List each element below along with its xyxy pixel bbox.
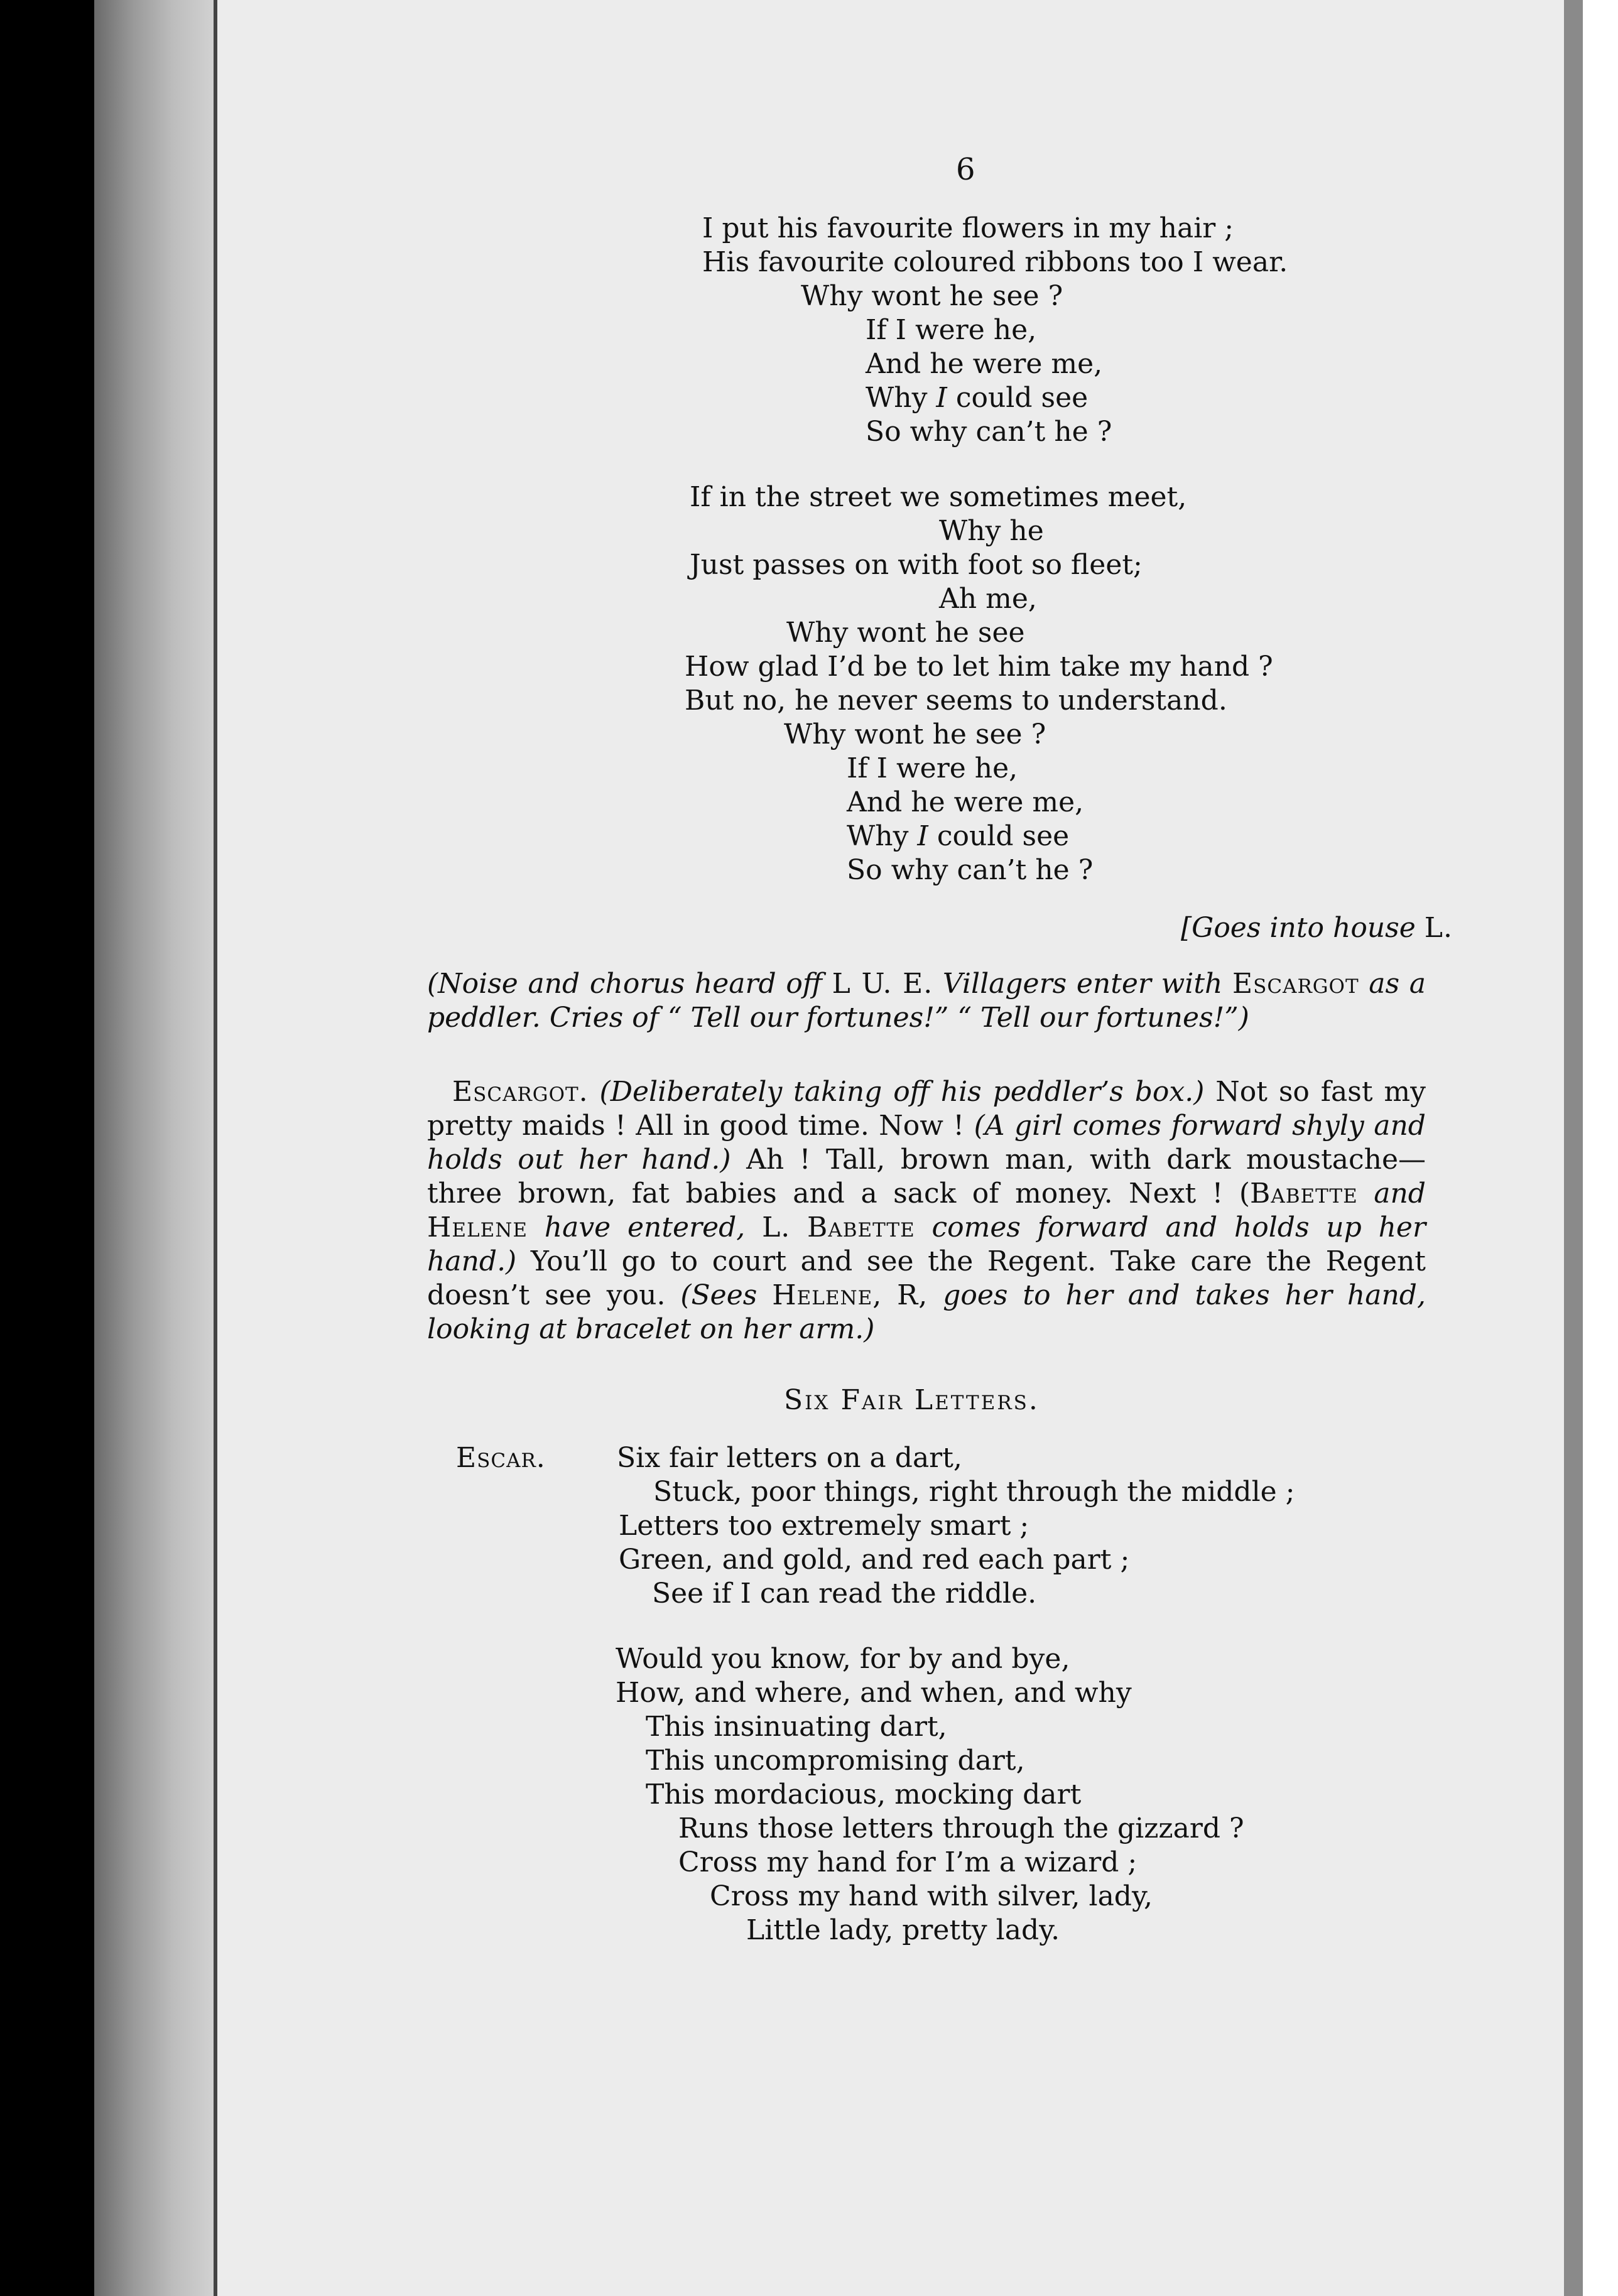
- direction-text: Villagers enter with: [942, 968, 1223, 1000]
- speaker-name: Escar.: [456, 1442, 546, 1474]
- direction-text: (Sees: [680, 1279, 757, 1311]
- song-title: Six Fair Letters.: [784, 1384, 1040, 1416]
- stage-direction-block: [427, 967, 1426, 1035]
- page-number: 6: [956, 152, 975, 187]
- verse-line: This uncompromising dart,: [646, 1745, 1025, 1777]
- verse-line: Why he: [939, 515, 1044, 547]
- stage-direction-side: L.: [1424, 912, 1453, 944]
- direction-text: have entered,: [544, 1211, 746, 1243]
- direction-text: and: [1374, 1178, 1426, 1210]
- direction-text: Cries of “ Tell our fortunes!” “ Tell our fortunes!”): [549, 1002, 1249, 1034]
- direction-text: goes to her and takes her hand, looking at bracelet on her arm.): [427, 1279, 1426, 1345]
- paren: (: [1239, 1178, 1251, 1210]
- verse-word: Why: [847, 820, 909, 852]
- verse-word-italic: I: [917, 820, 928, 852]
- verse-line: How glad I’d be to let him take my hand ?: [685, 651, 1273, 683]
- verse-line: And he were me,: [866, 348, 1103, 380]
- character-name: Babette: [1250, 1178, 1358, 1210]
- direction-text: (A girl comes forward shyly and holds out her hand.): [427, 1110, 1426, 1176]
- character-name: Helene,: [772, 1279, 882, 1311]
- verse-line: Cross my hand for I’m a wizard ;: [678, 1846, 1137, 1878]
- character-name: Helene: [427, 1211, 528, 1243]
- verse-line: Runs those letters through the gizzard ?: [678, 1812, 1244, 1844]
- speaker-name: Escargot.: [452, 1076, 589, 1108]
- direction-side: R,: [897, 1279, 928, 1311]
- verse-word: could see: [955, 382, 1089, 414]
- verse-line: Little lady, pretty lady.: [746, 1914, 1060, 1946]
- verse-line: Why wont he see ?: [801, 280, 1063, 312]
- stage-direction: [1181, 912, 1453, 945]
- verse-line: Letters too extremely smart ;: [619, 1510, 1029, 1542]
- direction-side: L.: [762, 1211, 791, 1243]
- verse-line: Green, and gold, and red each part ;: [619, 1544, 1130, 1576]
- dialogue-text: Not so fast my pretty maids ! All in good time. Now !: [427, 1076, 1426, 1142]
- book-spine: [1564, 0, 1583, 2296]
- verse-line: This mordacious, mocking dart: [646, 1779, 1082, 1811]
- verse-line: So why can’t he ?: [866, 416, 1112, 448]
- verse-line: If I were he,: [866, 314, 1037, 346]
- verse-line: If I were he,: [847, 752, 1018, 784]
- verse-word: could see: [937, 820, 1070, 852]
- verse-line: But no, he never seems to understand.: [685, 685, 1227, 717]
- character-name: Escargot: [1232, 968, 1359, 1000]
- verse-line: Ah me,: [939, 583, 1037, 615]
- verse-line: This insinuating dart,: [646, 1711, 947, 1743]
- verse-line: Just passes on with foot so fleet;: [690, 549, 1143, 581]
- stage-direction-text: [Goes into house: [1181, 912, 1416, 944]
- verse-line: [866, 382, 1088, 414]
- direction-text: comes forward and holds up her hand.): [427, 1211, 1426, 1277]
- verse-line: His favourite coloured ribbons too I wear.: [702, 246, 1288, 278]
- verse-line: Why wont he see ?: [784, 718, 1046, 750]
- dialogue-paragraph: [427, 1075, 1426, 1346]
- verse-line: Would you know, for by and bye,: [616, 1643, 1070, 1675]
- verse-line: Cross my hand with silver, lady,: [710, 1880, 1153, 1912]
- dialogue-text: You’ll go to court and see the Regent. Take care the Regent doesn’t see you.: [427, 1245, 1426, 1311]
- direction-text: as a peddler.: [427, 968, 1426, 1034]
- verse-word-italic: I: [936, 382, 947, 414]
- verse-line: So why can’t he ?: [847, 854, 1094, 886]
- direction-text: (Noise and chorus heard off: [427, 968, 823, 1000]
- page-edge-shadow: [94, 0, 226, 2296]
- verse-line: Six fair letters on a dart,: [617, 1442, 962, 1474]
- verse-line: Why wont he see: [786, 617, 1025, 649]
- verse-line: Stuck, poor things, right through the middle ;: [653, 1476, 1295, 1508]
- verse-line: See if I can read the riddle.: [652, 1578, 1037, 1610]
- next-page-edge: [1583, 0, 1618, 2296]
- verse-line: If in the street we sometimes meet,: [690, 481, 1187, 513]
- character-name: Babette: [807, 1211, 915, 1243]
- verse-word: Why: [866, 382, 928, 414]
- direction-text: (Deliberately taking off his peddler’s box.): [599, 1076, 1205, 1108]
- verse-line: [847, 820, 1069, 853]
- verse-line: And he were me,: [847, 786, 1084, 818]
- verse-line: How, and where, and when, and why: [616, 1677, 1132, 1709]
- dialogue-text: Ah ! Tall, brown man, with dark moustache—three brown, fat babies and a sack of money. Next !: [427, 1144, 1426, 1210]
- verse-line: I put his favourite flowers in my hair ;: [702, 212, 1234, 244]
- direction-location: L U. E.: [832, 968, 933, 1000]
